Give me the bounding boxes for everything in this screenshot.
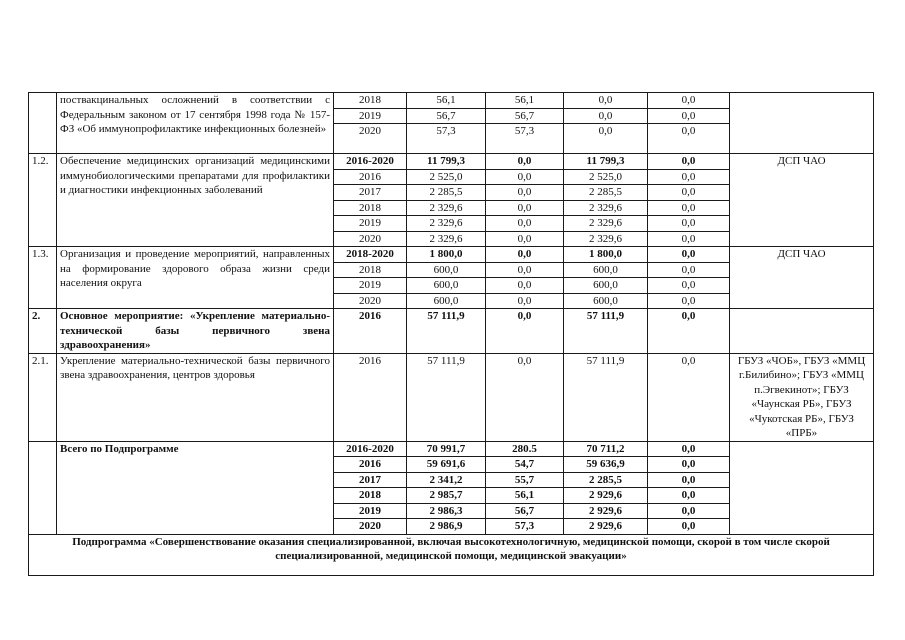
total-cell: 2 986,3 (407, 503, 486, 519)
federal-budget-cell: 56,1 (486, 488, 564, 504)
table-row (29, 309, 874, 354)
total-cell: 56,7 (407, 108, 486, 124)
regional-budget-cell: 600,0 (564, 293, 648, 309)
year-cell: 2020 (334, 124, 407, 154)
federal-budget-cell: 280.5 (486, 441, 564, 457)
table-row (29, 441, 874, 457)
total-cell: 1 800,0 (407, 247, 486, 263)
executor-cell: ДСП ЧАО (730, 154, 874, 247)
regional-budget-cell: 2 285,5 (564, 185, 648, 201)
item-number: 2.1. (29, 353, 57, 441)
year-cell: 2016 (334, 457, 407, 473)
regional-budget-cell: 70 711,2 (564, 441, 648, 457)
table-body (29, 93, 874, 576)
regional-budget-cell: 2 329,6 (564, 231, 648, 247)
regional-budget-cell: 2 329,6 (564, 200, 648, 216)
other-sources-cell: 0,0 (648, 278, 730, 294)
federal-budget-cell: 56,1 (486, 93, 564, 109)
executor-cell (730, 93, 874, 154)
year-cell: 2016 (334, 353, 407, 441)
federal-budget-cell: 0,0 (486, 200, 564, 216)
federal-budget-cell: 0,0 (486, 231, 564, 247)
item-name: Организация и проведение мероприятий, направленных на формирование здорового образа жизни среди населения округа (57, 247, 334, 309)
total-cell: 2 341,2 (407, 472, 486, 488)
federal-budget-cell: 0,0 (486, 309, 564, 354)
year-cell: 2017 (334, 185, 407, 201)
total-cell: 59 691,6 (407, 457, 486, 473)
regional-budget-cell: 600,0 (564, 262, 648, 278)
budget-table (28, 92, 874, 576)
item-name: Обеспечение медицинских организаций медицинскими иммунобиологическими препаратами для профилактики и диагностики инфекционных заболеваний (57, 154, 334, 247)
total-cell: 2 329,6 (407, 200, 486, 216)
regional-budget-cell: 0,0 (564, 124, 648, 154)
total-cell: 2 525,0 (407, 169, 486, 185)
other-sources-cell: 0,0 (648, 247, 730, 263)
other-sources-cell: 0,0 (648, 93, 730, 109)
federal-budget-cell: 0,0 (486, 185, 564, 201)
regional-budget-cell: 1 800,0 (564, 247, 648, 263)
total-cell: 57,3 (407, 124, 486, 154)
other-sources-cell: 0,0 (648, 185, 730, 201)
document-page (28, 92, 874, 576)
other-sources-cell: 0,0 (648, 457, 730, 473)
federal-budget-cell: 0,0 (486, 154, 564, 170)
total-cell: 600,0 (407, 262, 486, 278)
federal-budget-cell: 57,3 (486, 124, 564, 154)
federal-budget-cell: 0,0 (486, 216, 564, 232)
executor-cell (730, 309, 874, 354)
total-cell: 600,0 (407, 293, 486, 309)
year-cell: 2019 (334, 216, 407, 232)
year-cell: 2019 (334, 108, 407, 124)
year-cell: 2018 (334, 93, 407, 109)
total-cell: 2 329,6 (407, 231, 486, 247)
other-sources-cell: 0,0 (648, 169, 730, 185)
regional-budget-cell: 57 111,9 (564, 309, 648, 354)
item-number: 1.2. (29, 154, 57, 247)
year-cell: 2016-2020 (334, 154, 407, 170)
year-cell: 2019 (334, 278, 407, 294)
table-row (29, 93, 874, 109)
regional-budget-cell: 11 799,3 (564, 154, 648, 170)
federal-budget-cell: 0,0 (486, 353, 564, 441)
regional-budget-cell: 2 929,6 (564, 503, 648, 519)
table-row (29, 247, 874, 263)
year-cell: 2019 (334, 503, 407, 519)
other-sources-cell: 0,0 (648, 200, 730, 216)
regional-budget-cell: 2 285,5 (564, 472, 648, 488)
year-cell: 2018 (334, 262, 407, 278)
table-row (29, 154, 874, 170)
total-cell: 57 111,9 (407, 309, 486, 354)
federal-budget-cell: 0,0 (486, 247, 564, 263)
other-sources-cell: 0,0 (648, 216, 730, 232)
regional-budget-cell: 2 929,6 (564, 519, 648, 535)
other-sources-cell: 0,0 (648, 353, 730, 441)
year-cell: 2016-2020 (334, 441, 407, 457)
other-sources-cell: 0,0 (648, 262, 730, 278)
item-name: Всего по Подпрограмме (57, 441, 334, 534)
federal-budget-cell: 56,7 (486, 108, 564, 124)
regional-budget-cell: 2 329,6 (564, 216, 648, 232)
federal-budget-cell: 0,0 (486, 278, 564, 294)
other-sources-cell: 0,0 (648, 154, 730, 170)
subprogram-title: Подпрограмма «Совершенствование оказания специализированной, включая высокотехнологичную, медицинской помощи, скорой в том числе скорой специализированной, медицинской помощи, медицинской эвакуации» (29, 534, 874, 575)
federal-budget-cell: 0,0 (486, 169, 564, 185)
federal-budget-cell: 55,7 (486, 472, 564, 488)
regional-budget-cell: 600,0 (564, 278, 648, 294)
other-sources-cell: 0,0 (648, 108, 730, 124)
executor-cell (730, 441, 874, 534)
year-cell: 2018-2020 (334, 247, 407, 263)
total-cell: 56,1 (407, 93, 486, 109)
other-sources-cell: 0,0 (648, 293, 730, 309)
total-cell: 11 799,3 (407, 154, 486, 170)
year-cell: 2018 (334, 200, 407, 216)
executor-cell: ГБУЗ «ЧОБ», ГБУЗ «ММЦ г.Билибино»; ГБУЗ «ММЦ п.Эгвекинот»; ГБУЗ «Чаунская РБ», ГБУЗ «Чукотская РБ», ГБУЗ «ПРБ» (730, 353, 874, 441)
federal-budget-cell: 57,3 (486, 519, 564, 535)
total-cell: 2 986,9 (407, 519, 486, 535)
year-cell: 2020 (334, 519, 407, 535)
year-cell: 2020 (334, 293, 407, 309)
regional-budget-cell: 59 636,9 (564, 457, 648, 473)
federal-budget-cell: 54,7 (486, 457, 564, 473)
other-sources-cell: 0,0 (648, 124, 730, 154)
item-name: Основное мероприятие: «Укрепление материально-технической базы первичного звена здравоохранения» (57, 309, 334, 354)
total-cell: 2 985,7 (407, 488, 486, 504)
regional-budget-cell: 2 525,0 (564, 169, 648, 185)
regional-budget-cell: 57 111,9 (564, 353, 648, 441)
total-cell: 70 991,7 (407, 441, 486, 457)
total-cell: 2 329,6 (407, 216, 486, 232)
regional-budget-cell: 0,0 (564, 93, 648, 109)
regional-budget-cell: 0,0 (564, 108, 648, 124)
item-number: 1.3. (29, 247, 57, 309)
other-sources-cell: 0,0 (648, 309, 730, 354)
item-number (29, 93, 57, 154)
total-cell: 2 285,5 (407, 185, 486, 201)
table-row (29, 353, 874, 441)
year-cell: 2017 (334, 472, 407, 488)
item-number: 2. (29, 309, 57, 354)
federal-budget-cell: 0,0 (486, 262, 564, 278)
other-sources-cell: 0,0 (648, 519, 730, 535)
item-number (29, 441, 57, 534)
year-cell: 2016 (334, 169, 407, 185)
total-cell: 57 111,9 (407, 353, 486, 441)
other-sources-cell: 0,0 (648, 441, 730, 457)
other-sources-cell: 0,0 (648, 231, 730, 247)
subprogram-header-row (29, 534, 874, 575)
federal-budget-cell: 0,0 (486, 293, 564, 309)
year-cell: 2016 (334, 309, 407, 354)
other-sources-cell: 0,0 (648, 472, 730, 488)
item-name: поствакцинальных осложнений в соответствии с Федеральным законом от 17 сентября 1998 года № 157-ФЗ «Об иммунопрофилактике инфекционных болезней» (57, 93, 334, 154)
item-name: Укрепление материально-технической базы первичного звена здравоохранения, центров здоровья (57, 353, 334, 441)
year-cell: 2020 (334, 231, 407, 247)
executor-cell: ДСП ЧАО (730, 247, 874, 309)
other-sources-cell: 0,0 (648, 488, 730, 504)
year-cell: 2018 (334, 488, 407, 504)
other-sources-cell: 0,0 (648, 503, 730, 519)
federal-budget-cell: 56,7 (486, 503, 564, 519)
total-cell: 600,0 (407, 278, 486, 294)
regional-budget-cell: 2 929,6 (564, 488, 648, 504)
